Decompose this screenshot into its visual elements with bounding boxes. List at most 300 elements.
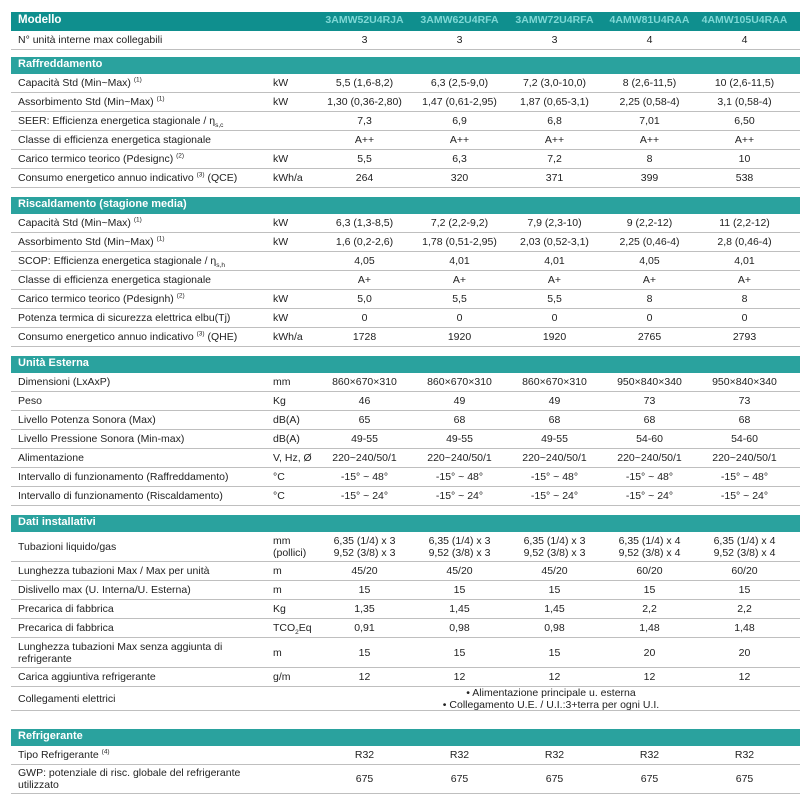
value-text: 73	[738, 395, 751, 407]
value-cell	[317, 749, 412, 761]
spec-row	[11, 309, 800, 328]
row-label-text: Consumo energetico annuo indicativo	[18, 331, 194, 343]
spec-row	[11, 93, 800, 112]
value-cell	[602, 647, 697, 659]
unit-text: V, Hz, Ø	[273, 452, 312, 464]
row-label-text: Intervallo di funzionamento (Raffreddamento)	[18, 471, 229, 483]
value-cell	[697, 115, 792, 127]
value-cell	[697, 274, 792, 286]
value-text: 220~240/50/1	[617, 452, 682, 464]
value-cell	[412, 34, 507, 46]
value-text: 4,01	[544, 255, 565, 267]
value-text: 15	[548, 584, 561, 596]
value-text: -15° ~ 24°	[340, 490, 389, 502]
value-cell	[412, 584, 507, 596]
value-cell	[697, 433, 792, 445]
section-header	[11, 515, 800, 532]
value-text: 2,25 (0,46-4)	[619, 236, 680, 248]
value-text: 6,35 (1/4) x 4	[618, 534, 681, 547]
spec-row	[11, 411, 800, 430]
value-cell	[602, 255, 697, 267]
value-text: 675	[735, 773, 754, 785]
row-label	[18, 236, 268, 248]
row-label	[18, 414, 268, 426]
unit-text: kW	[273, 236, 289, 248]
unit-text: kW	[273, 77, 289, 89]
model-name: 3AMW62U4RFA	[420, 14, 499, 26]
value-cell	[412, 293, 507, 305]
value-cell	[602, 565, 697, 577]
value-text: 8 (2,6-11,5)	[622, 77, 677, 89]
row-label	[18, 172, 268, 184]
value-cell	[412, 77, 507, 89]
unit-text: Kg	[273, 603, 286, 615]
value-cell	[697, 376, 792, 388]
value-cell	[412, 153, 507, 165]
value-cell	[412, 274, 507, 286]
value-cell	[507, 312, 602, 324]
footnote-ref: (1)	[133, 76, 142, 84]
row-label-text: Alimentazione	[18, 452, 84, 464]
spec-row	[11, 392, 800, 411]
value-cell	[602, 433, 697, 445]
value-text: 2,2	[642, 603, 657, 615]
value-cell	[507, 749, 602, 761]
spec-row	[11, 765, 800, 794]
section-title: Raffreddamento	[18, 58, 103, 70]
value-text: 1,48	[734, 622, 755, 634]
value-cell	[317, 535, 412, 559]
value-text: 220~240/50/1	[522, 452, 587, 464]
value-text-secondary: 9,52 (3/8) x 3	[333, 546, 396, 559]
value-cell	[317, 603, 412, 615]
value-cell	[602, 172, 697, 184]
row-label-text: Tubazioni liquido/gas	[18, 540, 117, 553]
label-subscript: s,h	[216, 262, 225, 270]
model-name: 4AMW105U4RAA	[701, 14, 788, 26]
value-text: 45/20	[541, 565, 568, 577]
value-cell	[317, 134, 412, 146]
row-label	[18, 376, 268, 388]
footnote-ref: (1)	[156, 95, 165, 103]
value-text: 5,5	[452, 293, 467, 305]
value-cell	[412, 452, 507, 464]
value-text: 2,2	[737, 603, 752, 615]
value-text-secondary: 9,52 (3/8) x 3	[428, 546, 491, 559]
row-label-text: N° unità interne max collegabili	[18, 34, 163, 46]
value-text: 0	[741, 312, 748, 324]
value-text: 49-55	[541, 433, 568, 445]
value-cell	[412, 134, 507, 146]
value-cell	[412, 115, 507, 127]
value-text: 4,01	[449, 255, 470, 267]
value-cell	[697, 471, 792, 483]
model-name: 3AMW52U4RJA	[325, 14, 404, 26]
value-cell	[602, 671, 697, 683]
value-cell	[317, 217, 412, 229]
unit-text: g/m	[273, 671, 291, 683]
value-text: 5,5 (1,6-8,2)	[335, 77, 394, 89]
unit-text: dB(A)	[273, 414, 300, 426]
value-cell	[602, 414, 697, 426]
value-cell	[602, 376, 697, 388]
value-cell	[317, 671, 412, 683]
value-cell	[697, 236, 792, 248]
spec-row	[11, 233, 800, 252]
value-text: 7,3	[357, 115, 372, 127]
value-text: 6,35 (1/4) x 4	[713, 534, 776, 547]
value-text: 4	[741, 34, 748, 46]
value-cell	[697, 565, 792, 577]
value-cell	[697, 773, 792, 785]
row-label-text: Carico termico teorico (Pdesignc)	[18, 153, 174, 165]
value-cell	[602, 77, 697, 89]
unit-text: kWh/a	[273, 331, 303, 343]
row-label	[18, 452, 268, 464]
value-text: 15	[453, 584, 466, 596]
unit-text: kW	[273, 293, 289, 305]
value-cell	[412, 433, 507, 445]
value-cell	[317, 172, 412, 184]
value-text: 264	[355, 172, 374, 184]
value-text: 9 (2,2-12)	[626, 217, 673, 229]
value-text: A+	[737, 274, 752, 286]
label-subscript: s,c	[215, 122, 224, 130]
value-text: 60/20	[636, 565, 663, 577]
value-text: -15° ~ 24°	[435, 490, 484, 502]
value-cell	[697, 414, 792, 426]
footnote-ref: (2)	[176, 292, 185, 300]
spec-row	[11, 131, 800, 150]
value-text: 6,35 (1/4) x 3	[523, 534, 586, 547]
row-label-text: Peso	[18, 395, 42, 407]
spec-row	[11, 487, 800, 506]
unit-text: m	[273, 584, 282, 596]
value-cell	[697, 255, 792, 267]
value-cell	[412, 217, 507, 229]
value-cell	[697, 96, 792, 108]
value-cell	[507, 96, 602, 108]
value-cell	[317, 395, 412, 407]
value-text: 65	[358, 414, 371, 426]
value-text: R32	[639, 749, 660, 761]
unit-text: °C	[273, 471, 285, 483]
value-text: 5,0	[357, 293, 372, 305]
value-cell	[317, 565, 412, 577]
value-text: 20	[643, 646, 656, 659]
value-cell	[697, 34, 792, 46]
row-label-text: Collegamenti elettrici	[18, 692, 116, 705]
value-cell	[697, 395, 792, 407]
value-text: 860×670×310	[522, 376, 587, 388]
value-cell	[507, 647, 602, 659]
value-cell	[602, 331, 697, 343]
value-text: 4,01	[734, 255, 755, 267]
value-text: R32	[449, 749, 470, 761]
spec-row	[11, 373, 800, 392]
value-cell	[602, 134, 697, 146]
row-label	[18, 671, 268, 683]
value-text: A+	[547, 274, 562, 286]
row-label-text: Carico termico teorico (Pdesignh)	[18, 293, 174, 305]
value-text: 675	[640, 773, 659, 785]
value-text: 68	[453, 414, 466, 426]
row-label-text: Assorbimento Std (Min~Max)	[18, 96, 154, 108]
value-text: 0	[456, 312, 463, 324]
spec-row	[11, 449, 800, 468]
row-label	[18, 584, 268, 596]
spec-row	[11, 562, 800, 581]
value-cell	[507, 115, 602, 127]
value-text: 6,9	[452, 115, 467, 127]
value-cell	[412, 331, 507, 343]
value-cell	[507, 773, 602, 785]
value-cell	[507, 433, 602, 445]
value-cell	[602, 471, 697, 483]
value-text: 1920	[542, 331, 567, 343]
value-cell	[317, 647, 412, 659]
value-cell	[412, 236, 507, 248]
value-cell	[317, 34, 412, 46]
row-label	[18, 622, 268, 634]
table-header	[11, 12, 800, 31]
value-cell	[412, 490, 507, 502]
value-cell	[317, 471, 412, 483]
value-text: 49-55	[351, 433, 378, 445]
value-cell	[602, 312, 697, 324]
value-cell	[317, 331, 412, 343]
value-text: 2765	[637, 331, 662, 343]
spec-row	[11, 532, 800, 562]
value-cell	[602, 622, 697, 634]
row-label-text: Intervallo di funzionamento (Riscaldamento)	[18, 490, 223, 502]
value-cell	[507, 395, 602, 407]
value-cell	[412, 565, 507, 577]
value-cell	[412, 603, 507, 615]
value-cell	[412, 312, 507, 324]
value-text: 15	[358, 646, 371, 659]
value-text: 6,3	[452, 153, 467, 165]
value-text: 1728	[352, 331, 377, 343]
spec-row	[11, 150, 800, 169]
unit-text: °C	[273, 490, 285, 502]
value-text: 4,05	[639, 255, 660, 267]
section-header	[11, 729, 800, 746]
value-text: 7,9 (2,3-10)	[527, 217, 582, 229]
value-cell	[317, 452, 412, 464]
value-cell	[317, 490, 412, 502]
value-cell	[697, 622, 792, 634]
value-text: A+	[452, 274, 467, 286]
unit-text: dB(A)	[273, 433, 300, 445]
value-text: 538	[735, 172, 754, 184]
row-label-text: Assorbimento Std (Min~Max)	[18, 236, 154, 248]
value-text: 2,03 (0,52-3,1)	[520, 236, 589, 248]
value-text: 8	[646, 153, 653, 165]
value-cell	[602, 749, 697, 761]
span-line: • Collegamento U.E. / U.I.:3+terra per ogni U.I.	[442, 698, 660, 711]
row-label-text: Capacità Std (Min~Max)	[18, 77, 131, 89]
unit-text: m	[273, 565, 282, 577]
value-text: 4	[646, 34, 653, 46]
value-cell	[317, 77, 412, 89]
value-text: A+	[642, 274, 657, 286]
row-label	[18, 115, 268, 130]
value-text: 1,78 (0,51-2,95)	[422, 236, 497, 248]
spec-row	[11, 746, 800, 765]
section-header	[11, 57, 800, 74]
value-cell	[507, 414, 602, 426]
value-text: 15	[738, 584, 751, 596]
model-name: 3AMW72U4RFA	[515, 14, 594, 26]
value-text: R32	[354, 749, 375, 761]
value-text: -15° ~ 48°	[720, 471, 769, 483]
spec-row	[11, 31, 800, 50]
unit-text: TCO	[273, 622, 296, 634]
row-label	[18, 395, 268, 407]
value-cell	[317, 293, 412, 305]
value-text: 1,6 (0,2-2,6)	[335, 236, 394, 248]
value-text: 54-60	[636, 433, 663, 445]
footnote-ref: (4)	[101, 748, 110, 756]
value-cell	[507, 603, 602, 615]
value-text: 0	[646, 312, 653, 324]
value-cell	[507, 376, 602, 388]
value-text: 68	[738, 414, 751, 426]
value-cell	[697, 153, 792, 165]
value-cell	[602, 535, 697, 559]
footnote-ref: (3)	[196, 171, 205, 179]
row-label	[18, 293, 268, 305]
section-title: Unità Esterna	[18, 357, 89, 369]
value-text: 10	[738, 153, 751, 165]
value-text: 0,91	[354, 622, 375, 634]
value-text: 220~240/50/1	[712, 452, 777, 464]
value-cell	[412, 647, 507, 659]
value-text: 10 (2,6-11,5)	[714, 77, 775, 89]
value-text: 1,87 (0,65-3,1)	[520, 96, 589, 108]
model-name: 4AMW81U4RAA	[609, 14, 690, 26]
value-cell	[507, 153, 602, 165]
value-text: 675	[450, 773, 469, 785]
value-cell	[507, 331, 602, 343]
unit-text: kW	[273, 217, 289, 229]
value-cell	[412, 773, 507, 785]
spec-row	[11, 214, 800, 233]
value-text: 1,35	[354, 603, 375, 615]
value-text: 7,2 (3,0-10,0)	[522, 77, 587, 89]
value-cell	[317, 584, 412, 596]
value-text: A++	[544, 134, 565, 146]
value-text: 60/20	[731, 565, 758, 577]
value-text: 6,50	[734, 115, 755, 127]
row-label-text: Carica aggiuntiva refrigerante	[18, 671, 156, 683]
row-label	[18, 641, 268, 665]
value-cell	[697, 584, 792, 596]
section-title: Dati installativi	[18, 516, 96, 528]
row-label-text: Classe di efficienza energetica stagionale	[18, 274, 212, 286]
value-cell	[412, 749, 507, 761]
value-text: A++	[734, 134, 755, 146]
value-text: 15	[643, 584, 656, 596]
row-label	[18, 331, 268, 343]
value-cell	[697, 331, 792, 343]
row-label-text: Consumo energetico annuo indicativo	[18, 172, 194, 184]
value-text: 5,5	[547, 293, 562, 305]
value-cell	[507, 671, 602, 683]
value-text: 49	[548, 395, 561, 407]
value-cell	[412, 255, 507, 267]
section-title: Riscaldamento (stagione media)	[18, 198, 187, 210]
value-text: 950×840×340	[712, 376, 777, 388]
value-text: 49-55	[446, 433, 473, 445]
spec-row	[11, 430, 800, 449]
header-title: Modello	[18, 14, 62, 26]
value-text: 2,25 (0,58-4)	[619, 96, 680, 108]
spec-row	[11, 687, 800, 711]
value-cell	[507, 236, 602, 248]
value-text: 11 (2,2-12)	[719, 217, 770, 229]
value-text: 45/20	[351, 565, 378, 577]
value-text: 15	[548, 646, 561, 659]
value-cell	[317, 274, 412, 286]
row-label	[18, 153, 268, 165]
spec-row	[11, 112, 800, 131]
value-text: 15	[453, 646, 466, 659]
label-suffix: (QCE)	[204, 172, 238, 184]
value-cell	[602, 217, 697, 229]
section-header	[11, 197, 800, 214]
value-text: 0,98	[544, 622, 565, 634]
value-text: -15° ~ 24°	[625, 490, 674, 502]
value-cell	[507, 134, 602, 146]
row-label-text: Dimensioni (LxAxP)	[18, 376, 111, 388]
spec-row	[11, 74, 800, 93]
unit-subscript: 2	[295, 629, 299, 637]
value-text: 6,3 (1,3-8,5)	[335, 217, 394, 229]
value-cell	[697, 293, 792, 305]
value-text: 12	[643, 671, 656, 683]
unit-text: Kg	[273, 395, 286, 407]
span-line: • Alimentazione principale u. esterna	[466, 686, 636, 699]
row-label-text: Lunghezza tubazioni Max / Max per unità	[18, 565, 210, 577]
row-label-text: Livello Pressione Sonora (Min-max)	[18, 433, 185, 445]
value-text: 1,48	[639, 622, 660, 634]
value-cell	[602, 603, 697, 615]
row-label-text: Lunghezza tubazioni Max senza aggiunta di refrigerante	[18, 640, 223, 665]
value-cell	[602, 274, 697, 286]
row-label	[18, 433, 268, 445]
unit-text: kW	[273, 312, 289, 324]
value-text: R32	[734, 749, 755, 761]
value-text: 8	[741, 293, 748, 305]
value-text: 3	[551, 34, 558, 46]
value-cell	[602, 236, 697, 248]
value-cell	[602, 773, 697, 785]
unit-text: m	[273, 646, 282, 659]
unit-text: kWh/a	[273, 172, 303, 184]
value-cell	[697, 647, 792, 659]
value-text: 0,98	[449, 622, 470, 634]
value-cell	[602, 96, 697, 108]
value-text: A++	[639, 134, 660, 146]
value-text: 46	[358, 395, 371, 407]
spec-row	[11, 600, 800, 619]
spec-row	[11, 252, 800, 271]
value-text: 15	[358, 584, 371, 596]
value-cell	[317, 433, 412, 445]
row-label-text: Precarica di fabbrica	[18, 603, 114, 615]
